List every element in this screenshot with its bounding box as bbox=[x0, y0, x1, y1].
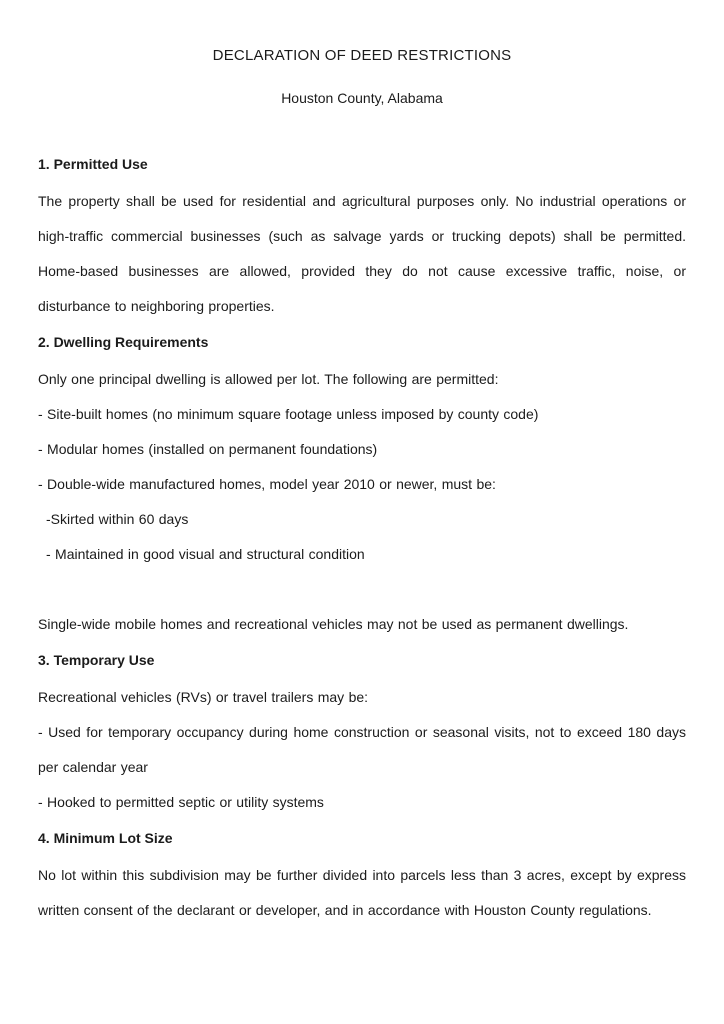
document-paragraph: - Hooked to permitted septic or utility systems bbox=[38, 794, 324, 810]
document-body bbox=[38, 154, 686, 928]
document-paragraph: The property shall be used for residential and agricultural purposes only. No industrial operations or high-traffic commercial businesses (such as salvage yards or trucking depots) shall be permitted. Home-based businesses are allowed, provided they do not cause excessive traffic, noise, or disturbance to neighboring properties. bbox=[38, 193, 686, 314]
document-paragraph: No lot within this subdivision may be further divided into parcels less than 3 acres, except by express written consent of the declarant or developer, and in accordance with Houston County regulations. bbox=[38, 867, 686, 918]
document-paragraph: - Used for temporary occupancy during home construction or seasonal visits, not to exceed 180 days per calendar year bbox=[38, 724, 686, 775]
section-heading-4: 4. Minimum Lot Size bbox=[38, 830, 173, 846]
section-heading-1: 1. Permitted Use bbox=[38, 156, 148, 172]
document-paragraph: Recreational vehicles (RVs) or travel trailers may be: bbox=[38, 689, 369, 705]
document-paragraph: - Site-built homes (no minimum square footage unless imposed by county code) bbox=[38, 406, 539, 422]
document-paragraph: - Modular homes (installed on permanent foundations) bbox=[38, 441, 378, 457]
blank-line bbox=[38, 572, 686, 607]
section-heading-2: 2. Dwelling Requirements bbox=[38, 334, 209, 350]
document-subtitle: Houston County, Alabama bbox=[281, 90, 443, 106]
section-heading-3: 3. Temporary Use bbox=[38, 652, 155, 668]
document-paragraph: Single-wide mobile homes and recreational vehicles may not be used as permanent dwellings. bbox=[38, 616, 629, 632]
document-paragraph: Only one principal dwelling is allowed per lot. The following are permitted: bbox=[38, 371, 499, 387]
document-paragraph: - Double-wide manufactured homes, model year 2010 or newer, must be: bbox=[38, 476, 496, 492]
document-paragraph: - Maintained in good visual and structural condition bbox=[46, 546, 365, 562]
document-paragraph: -Skirted within 60 days bbox=[46, 511, 189, 527]
document-title: DECLARATION OF DEED RESTRICTIONS bbox=[212, 47, 512, 64]
